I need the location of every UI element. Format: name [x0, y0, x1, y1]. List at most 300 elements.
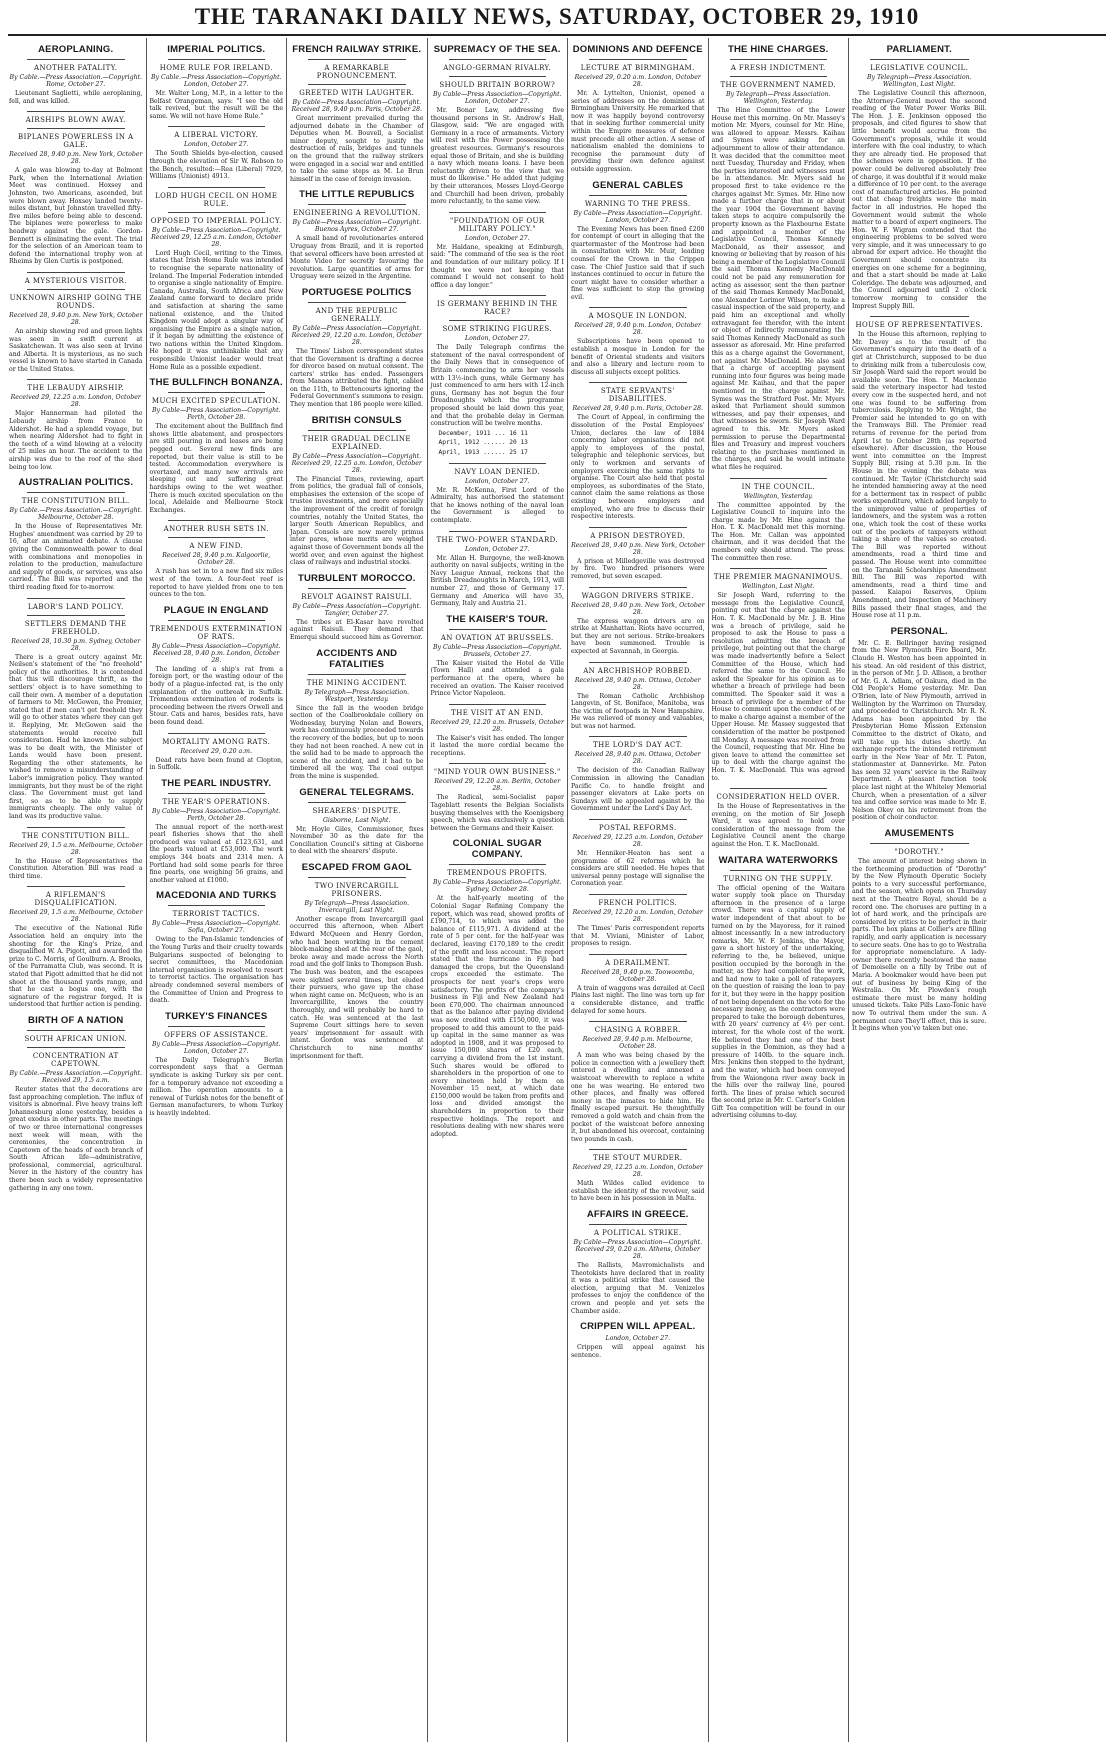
article-body: The Rallists, Mavromichalists and Theotokists have declared that in reality it was a political strike that caused the election, arguing that M. Venizelos professes to enjoy the confidence of the crown and people and yet sets the Chamber aside.: [571, 1262, 705, 1315]
article-subheading: THEIR GRADUAL DECLINE EXPLAINED.: [302, 434, 411, 451]
divider: [168, 733, 266, 734]
article-dateline: By Telegraph—Press Association. Invercargill, Last Night.: [304, 899, 410, 914]
article-subheading: POSTAL REFORMS.: [598, 824, 677, 833]
article-body: The Radical, semi-Socialist paper Tageblatt resents the Belgian Socialists busying themselves with the Koenigsberg speech, which was exclusively a question between the Germans and their Kaiser.: [430, 794, 564, 832]
article-body: There is a great outcry against Mr. Neilsen's statement of the "no freehold" policy of the authorities. It is contended that this will discourage thrift, as the settlers' object is to have something to call their own. A member of a deputation of farmers to Mr. McGowen, the Premier, stated that if men can't get freehold they will go to other states where they can get it. Replying, Mr. McGowen said the statements would receive full consideration. Had he known the subject was to be dealt with, the Minister of Lands would have been present. Regarding the other statements, he wished to remove a misunderstanding of Labor's immigration policy. They wanted immigrants, but they must be of the right class. The Government must get land first, so as to be able to supply immigrants cheaply. The only value of land was its productive value.: [9, 653, 143, 821]
article-body: The Hine Committee of the Lower House met this morning. On Mr. Massey's motion Mr. Myers, counsel for Mr. Hine, was allowed to appear. Messrs. Kaihau and Symes were asking for an adjournment to allow of their attendance. It was decided that the committee meet next Tuesday, Thursday and Friday, when the parties interested and witnesses must be in attendance. Mr. Myers said he proposed first to take evidence re the charges against Mr. Symes. Mr. Hine now made a further charge that in or about the year 1904 the Government having taken steps to acquire compulsorily the property known as the Flaxbourne Estate and appointed a member of the Legislative Council, Thomas Kennedy MacDonald, as their assessor, and knowing or believing that by reason of his being a member of the Legislative Council the said Thomas Kennedy MacDonald could not be paid any remuneration for acting as assessor, sent the then partner of the said Thomas Kennedy MacDonald, one Alexander Lorimer Wilson, to make a casual inspection of the said property, and paid him an exceptional and wholly extravagant fee therefor, with the intent or object of indirectly remunerating the said Thomas Kennedy MacDonald as such assessor as aforesaid. Mr. Hine preferred this as a charge against the Government, not against Mr. MacDonald. He also said that a charge of accepting payment running into four figures was being made against Mr. Kaihau, and that the paper mentioned in the charge against Mr. Symes was the Stratford Post. Mr. Myers asked that Parliament should summon witnesses, and pay their expenses, and that witnesses be sworn. Sir Joseph Ward agreed to this. Mr. Myers asked permission to peruse the Departmental files and Treasury and imprest vouchers relating to the purchases mentioned in the charges, and said he would intimate what files he required.: [711, 107, 845, 471]
article-headline: THE BULLFINCH BONANZA.: [149, 377, 283, 389]
article-headline: TURKEY'S FINANCES: [165, 1010, 268, 1022]
article-subheading: A POLITICAL STRIKE.: [593, 1229, 682, 1238]
article-dateline: Received 28, 9.40 p.m. Paris, October 28.: [572, 405, 704, 413]
divider: [168, 212, 266, 213]
article: [9, 44, 143, 105]
divider: [589, 1224, 687, 1225]
article-body: The excitement about the Bullfinch find shows little abatement, and prospectors are still pouring in and leases are being pegged out. Several new finds are reported, but their value is still to be tested. Accommodation everywhere is overtaxed, and many new arrivals are sleeping out and suffering great hardships owing to the wet weather. There is much excited speculation on the local, Adelaide and Melbourne Stock Exchanges.: [149, 423, 283, 514]
article-dateline: Received 28, 9.40 p.m. Melbourne, October 28.: [582, 1036, 693, 1051]
article-subheading: SOUTH AFRICAN UNION.: [24, 1034, 128, 1043]
article-body: The Court of Appeal, in confirming the dissolution of the Postal Employees' Union, declares the law of 1884 concerning labor organisations did not apply to employees of the postal, telegraphic and telephonic services, but only to workmen and servants of employers exercising the same rights to organise. The Court also held that postal employees, as subordinates of the State, cannot claim the same relations as those existing between employers and employed, who are free to discuss their respective interests.: [571, 414, 705, 521]
article-headline: TURBULENT MOROCCO.: [297, 572, 416, 584]
divider: [27, 272, 125, 273]
article: [712, 568, 846, 782]
article: [571, 44, 705, 174]
article-body: In the House of Representatives in the evening, on the motion of Sir Joseph Ward, it was agreed to hold over consideration of the message from the Legislative Council anent the charge against the Hon. T. K. MacDonald.: [711, 803, 845, 849]
article-headline: PORTUGESE POLITICS: [301, 286, 412, 298]
article-headline: ESCAPED FROM GAOL: [301, 861, 412, 873]
divider: [308, 59, 406, 60]
article: [290, 648, 424, 781]
column-4: [428, 38, 569, 1742]
article-subheading: THE CONSTITUTION BILL.: [21, 831, 130, 840]
article-body: Dead rats have been found at Clopton, in Suffolk.: [149, 756, 283, 772]
article: [431, 838, 565, 1138]
article: [571, 527, 705, 581]
divider: [308, 588, 406, 589]
article-body: Crippen will appeal against his sentence.: [571, 1344, 705, 1359]
article-headline: IMPERIAL POLITICS.: [167, 44, 266, 55]
article-body: Great merriment prevailed during the adjourned debate in the Chamber of Deputies when M. Bouvell, a Socialist minor deputy, sought to justify the destruction of rails, bridges and tunnels on the ground that the railway strikers were engaged in a social war and entitled to take the same steps as M. Le Brun himself in the case of foreign invasion.: [290, 115, 424, 183]
divider: [168, 392, 266, 393]
divider: [449, 76, 547, 77]
divider: [589, 1021, 687, 1022]
column-6: [709, 38, 850, 1742]
divider: [730, 568, 828, 569]
article-dateline: Received 28, 9.40 p.m. Ottawa, October 28.: [574, 751, 701, 766]
article-body: Mr. R. McKenna, First Lord of the Admiralty, has authorised the statement that he knows nothing of the naval loan the Government is alleged to contemplate.: [430, 486, 564, 524]
article-dateline: Received 29, 1.5 a.m. Melbourne, October 28.: [9, 909, 143, 924]
article-subheading: A PRISON DESTROYED.: [590, 531, 686, 540]
article-body: The decision of the Canadian Railway Commission in allowing the Canadian Pacific Co. to handle freight and passenger elevators at Lake ports on Sundays will be appealed against by the Government under the Lord's Day Act.: [571, 767, 705, 813]
article-subheading: THE CONSTITUTION BILL.: [21, 497, 130, 506]
article-body: Math Wildes called evidence to establish the identity of the revolver, said to have been in his possession in Malta.: [571, 1180, 705, 1203]
article-subheading: AN OVATION AT BRUSSELS.: [440, 633, 554, 642]
article: [150, 377, 284, 514]
article-dateline: Received 29, 1.5 a.m. Melbourne, October 28.: [9, 841, 143, 856]
article-headline: WAITARA WATERWORKS: [718, 854, 838, 866]
article-dateline: Received 28, 9.40 p.m. London, October 28.: [574, 322, 702, 337]
table-row: April, 1912 ...... 20 13: [438, 439, 528, 447]
article-dateline: By Telegraph—Press Association. Westport, Yesterday.: [304, 688, 410, 703]
article: [431, 295, 565, 456]
article-headline: FRENCH RAILWAY STRIKE.: [292, 44, 422, 55]
article-dateline: Received 29, 12.20 a.m. Berlin, October 28.: [434, 778, 561, 793]
divider: [168, 1026, 266, 1027]
article-body: The landing of a ship's rat from a foreign port, or the wasting odour of the body of a plague-infected rat, is the only explanation of the outbreak in Suffolk. Tremendous extermination of rodents is proceeding between the rivers Orwell and Stour. Cats and hares, besides rats, have been found dead.: [149, 665, 283, 726]
divider: [27, 827, 125, 828]
masthead: [0, 0, 1114, 34]
article-subheading: TERRORIST TACTICS.: [172, 910, 260, 919]
article-body: Subscriptions have been opened to establish a mosque in London for the benefit of Oriental students and visitors and also a library and lecture room to discuss all subjects except politics.: [571, 338, 705, 376]
article-subheading: THE LEBAUDY AIRSHIP.: [27, 384, 125, 393]
article: [431, 44, 565, 206]
article-subheading: ANOTHER FATALITY.: [34, 64, 118, 72]
article-subheading: ANGLO-GERMAN RIVALRY.: [443, 64, 552, 72]
article-dateline: Received 29, 0.20 a.m. London, October 28.: [574, 74, 701, 88]
article-headline: BRITISH CONSULS: [311, 414, 402, 426]
article-headline: AUSTRALIAN POLITICS.: [18, 477, 134, 489]
article-body: A train of waggons was derailed at Cecil Plains last night. The line was torn up for a considerable distance, and traffic delayed for some hours.: [571, 984, 705, 1015]
article-subheading: "FOUNDATION OF OUR MILITARY POLICY.": [449, 216, 545, 233]
article: [431, 763, 565, 832]
article-body: The Daily Telegraph confirms the statement of the naval correspondent of the Daily News that in consequence of Britain commencing to arm her vessels with 13½-inch guns, while Germany has just commenced to arm hers with 12-inch guns, Germany has not begun the four Dreadnoughts which the programme proposed should be laid down this year, and that the probable delay in German construction will be twelve months.: [430, 344, 564, 428]
article-headline: THE PEARL INDUSTRY.: [161, 777, 272, 789]
divider: [589, 382, 687, 383]
article-headline: DOMINIONS AND DEFENCE: [572, 44, 703, 55]
divider: [27, 492, 125, 493]
article: [571, 954, 705, 1015]
article-body: An airship showing red and green lights was seen in a swift current at Saskatchewan. It was also seen at Irvine and Alberta. It is mysterious, as no such vessel is known to have started in Canada or the United States.: [9, 327, 143, 373]
article-subheading: SETTLERS DEMAND THE FREEHOLD.: [24, 619, 127, 636]
article-dateline: Received 28, 10.30 p.m. Sydney, October 28.: [11, 637, 141, 652]
article-dateline: Received 29, 0.20 a.m.: [180, 747, 253, 755]
article-body: Mr. Haldane, speaking at Edinburgh, said: "The command of the sea is the root and foundation of our military policy. If I thought we were not keeping that command I would not consent to hold office a day longer.": [430, 243, 564, 289]
article-body: At the half-yearly meeting of the Colonial Sugar Refining Company the report, which was read, showed profits of £190,714, to which was added the balance of £115,971. A dividend at the rate of 5 per cent. for the half-year was declared, leaving £170,189 to the credit of the profit and loss account. The report stated that the hurricane in Fiji had damaged the crops, but the Queensland crops exceeded the estimate. The prospects for next year's crops were satisfactory. The profits of the company's business in Fiji and New Zealand had been £70,000. The chairman announced that as the balance after paying dividend was now credited with £150,000, it was proposed to add this amount to the paid-up capital in the same manner as was adopted in 1908, and it was proposed to issue 150,000 shares of £20 each, carrying a dividend from the 1st instant. Such shares would be offered to shareholders in the proportion of one to every nineteen held by them on November 15 next, at which date £150,000 would be taken from profits and loss and divided amongst the shareholders in proportion to their respective holdings. The report and resolutions dealing with new shares were adopted.: [430, 895, 564, 1138]
article-dateline: By Cable.—Press Association.—Copyright. Received 29, 1.5 a.m.: [9, 1069, 143, 1084]
article-subheading: ANOTHER RUSH SETS IN.: [163, 525, 269, 534]
article-body: The Kaiser visited the Hotel de Ville (Town Hall) and attended a gala performance at the opera, where he received an ovation. The Kaiser received Prince Victor Napoleon.: [430, 659, 564, 698]
article: [150, 890, 284, 1004]
divider: [27, 1030, 125, 1031]
divider: [730, 76, 828, 77]
article: [150, 44, 284, 120]
article-body: In the House this afternoon, replying to Mr. Davey as to the result of the Government's enquiry into the death of a girl at Christchurch, supposed to be due to drinking milk from a tuberculosis cow, Sir Joseph Ward said the report would be available soon. The Hon. T. Mackenzie said the veterinary inspector had tested every cow in the suspected herd, and not one was found to be suffering from tuberculosis. Replying to Mr. Wright, the Premier said he intended to go on with the Tramways Bill. The Premier read returns of revenue for the period from April 1st to October 28th (as reported elsewhere). After discussion, the House went into committee on the Imprest Supply Bill, rising at 5.30 p.m. In the House in the evening the debate was continued. Mr. Taylor (Christchurch) said he intended hammering away at the need for a betterment tax in respect of public works expenditure, which added largely to the unimproved value of properties of landowners, and the system was a rotten one, which took the cost of these works out of the pockets of taxpayers without taking a share of the values so created. The Bill was reported without amendments, read a third time and passed. The House went into committee on the Taranaki Scholarships Amendment Bill. The Bill was reported with amendments, read a third time and passed. Kaiapoi Reserves, Opium Amendment, and Inspection of Machinery Bills passed their final stages, and the House rose at 11 p.m.: [852, 331, 987, 620]
article-dateline: By Cable—Press Association—Copyright. Received 29, 12.25 a.m. London, October 28.: [151, 226, 282, 248]
article-subheading: THE PREMIER MAGNANIMOUS.: [713, 573, 843, 582]
divider: [589, 1149, 687, 1150]
article-subheading: LABOR'S LAND POLICY.: [27, 602, 124, 611]
article-headline: COLONIAL SUGAR COMPANY.: [452, 838, 542, 861]
masthead-title: THE TARANAKI DAILY NEWS, SATURDAY, OCTOBER 29, 1910: [194, 4, 920, 29]
article-body: Sir Joseph Ward, referring to the message from the Legislative Council, pointing out that the charge against the Hon. T. K. MacDonald by Mr. J. B. Hine was a breach of privilege, said he proposed to ask the House to pass a resolution admitting the breach of privilege, but pointing out that the charge was made inadvertently before a Select Committee of the House, which had referred the same to the Council. He asked the Speaker for his opinion as to whether a breach of privilege had been committed. The Speaker said it was a breach of privilege for a member of the House to comment upon the conduct of or to make a charge against a member of the Upper House. Mr. Massey suggested that consideration of the matter be postponed till Monday. A message was received from the Council, requesting that Mr. Hine be given leave to attend the committee set up to deal with the charge against the Hon. T. K. MacDonald. This was agreed to.: [711, 592, 845, 782]
divider: [308, 430, 406, 431]
article-headline: AFFAIRS IN GREECE.: [586, 1209, 689, 1221]
article-subheading: LEGISLATIVE COUNCIL.: [870, 64, 969, 72]
article-body: Since the fall in the wooden bridge section of the Coalbrookdale colliery on Wednesday, burying Nolan and Bowers, work has continuously proceeded towards the recovery of the bodies, but up to noon they had not been reached. A new cut in the solid had to be made to approach the scene of the accident, and it had to be timbered all the way. The coal output from the mine is suspended.: [290, 704, 424, 780]
article-body: Another escape from Invercargill gaol occurred this afternoon, when Albert Edward McQueen and Henry Gordon, who had been working in the cement block-making shed at the rear of the gaol, broke away and made across the North road and the golf links to Thompson Bush. The bush was beaten, and the escapees were sighted several times, but eluded their pursuers, who gave up the chase when night came on. McQueen, who is an Invercargillite, knows the country thoroughly, and will probably be hard to catch. He was sentenced at the last Supreme Court sittings here to seven years' imprisonment for assault with intent. Gordon was sentenced at Christchurch to nine months' imprisonment for theft.: [290, 915, 424, 1060]
article: [712, 478, 846, 563]
article-subheading: LORD HUGH CECIL ON HOME RULE.: [155, 191, 278, 208]
article-subheading: AN ARCHBISHOP ROBBED.: [583, 666, 693, 675]
article-dateline: Received 28, 9.40 p.m. New York, October 28.: [9, 151, 143, 166]
article-body: A small band of revolutionaries entered Uruguay from Brazil, and it is reported that several officers have been arrested at Monte Video for secretly favouring the revolution. Large quantities of arms for Uruguay were seized in the Argentine.: [290, 235, 424, 281]
article-body: Owing to the Pan-Islamic tendencies of the Young Turks and their cruelty towards Bulgarians suspected of belonging to secret committees, the Macedonian internal organisation is resolved to resort to terrorist tactics. The organisation has already condemned several members of the Committee of Union and Progress to death.: [149, 936, 283, 1005]
article-dateline: By Cable—Press Association—Copyright. Received 28, 9.40 p.m. Paris, October 28.: [291, 99, 423, 113]
article: [290, 189, 424, 281]
article-subheading: THE YEAR'S OPERATIONS.: [162, 797, 270, 806]
article-subheading: THE GOVERNMENT NAMED.: [720, 81, 837, 89]
divider: [589, 662, 687, 663]
article-subheading: SHEARERS' DISPUTE.: [312, 806, 402, 815]
article-subheading: THE TWO-POWER STANDARD.: [436, 535, 559, 544]
divider: [449, 320, 547, 321]
article-dateline: By Cable—Press Association—Copyright. London, October 27.: [573, 209, 703, 224]
article: [571, 587, 705, 656]
article: [852, 828, 987, 1033]
divider: [449, 864, 547, 865]
divider: [589, 819, 687, 820]
divider: [168, 905, 266, 906]
divider: [308, 877, 406, 878]
article-subheading: A LIBERAL VICTORY.: [174, 131, 259, 140]
article-body: Lieutenant Saglietti, while aeroplaning, fell, and was killed.: [9, 90, 143, 105]
article-subheading: BIPLANES POWERLESS IN A GALE.: [18, 133, 134, 150]
article-subheading: IS GERMANY BEHIND IN THE RACE?: [436, 300, 558, 317]
article-dateline: Received 29, 12.20 a.m. London, October 28.: [572, 909, 703, 923]
article-body: A rush has set in to a new find six miles west of the town. A four-feet reef is reported to have yielded from one to ten ounces to the ton.: [149, 568, 283, 599]
article-subheading: A DERAILMENT.: [605, 958, 671, 967]
article-dateline: By Telegraph—Press Association. Wellington, Yesterday.: [725, 91, 831, 105]
article: [290, 44, 424, 183]
article-subheading: STATE SERVANTS' DISABILITIES.: [600, 387, 675, 404]
article-dateline: Received 28, 9.40 p.m. New York, October 28.: [571, 601, 705, 616]
article-subheading: "DOROTHY.": [894, 848, 945, 857]
article-dateline: Received 29, 12.20 a.m. Brussels, October 28.: [430, 718, 564, 733]
column-7: [849, 38, 990, 1742]
article-subheading: HOUSE OF REPRESENTATIVES.: [855, 321, 984, 330]
article-dateline: Wellington, Yesterday.: [743, 492, 813, 500]
article-body: Mr. Hoyle Giles, Commissioner, fixes November 30 as the date for the Conciliation Council's sitting at Gisborne to deal with the shearers' dispute.: [290, 825, 424, 856]
article-dateline: Received 28, 9.40 p.m. Toowoomba, October 28.: [581, 968, 695, 983]
article-body: The Roman Catholic Archbishop Langevin, of St. Boniface, Manitoba, was the victim of footpads in New Hampshire. He was relieved of money and valuables, but was not harmed.: [571, 692, 705, 730]
divider: [449, 629, 547, 630]
column-1: [6, 38, 147, 1742]
article-dateline: By Cable.—Press Association—Copyright. London, October 27.: [150, 74, 282, 88]
article-dateline: By Cable—Press Association—Copyright. Received 29, 12.20 a.m. London, October 28.: [291, 324, 422, 346]
article-dateline: By Cable.—Press Association.—Copyright. Rome, October 27.: [9, 74, 143, 88]
divider: [308, 84, 406, 85]
article-body: The South Shields bye-election, caused through the elevation of Sir W. Robson to the Bench, resulted:—Rea (Liberal) 7929, Williams (Unionist) 4913.: [149, 150, 283, 181]
article: [150, 187, 284, 372]
article-dateline: By Telegraph—Press Association. Wellington, Last Night.: [866, 74, 972, 88]
article: [571, 894, 705, 948]
article-dateline: By Cable—Press Association—Copyright. Received 29, 12.25 a.m. London, October 28.: [291, 452, 422, 474]
article: [571, 307, 705, 376]
article-body: A gale was blowing to-day at Belmont Park, when the International Aviation Meet was continued. Hoxsey and Johnston, two Americans, ascended, but were blown away. Hoxsey landed twenty-miles distant, but Johnston travelled fifty-five miles before being able to descend. The biplanes were powerless to make headway against the gale. Gordon-Bennett is eliminating the event. The trial for the selection of an American team to defend the international trophy won at Rheims by Glen Curtis is postponed.: [9, 167, 143, 266]
article-subheading: AND THE REPUBLIC GENERALLY.: [315, 306, 398, 323]
article-dateline: Received 28, 9.40 p.m. Kalgoorlie, October 28.: [162, 552, 271, 567]
article: [852, 626, 987, 822]
article: [9, 1015, 143, 1192]
article-headline: MACEDONIA AND TURKS: [156, 890, 277, 902]
article: [571, 736, 705, 813]
article: [431, 463, 565, 525]
article-headline: ACCIDENTS AND FATALITIES: [316, 647, 398, 670]
article-subheading: LECTURE AT BIRMINGHAM.: [580, 64, 695, 72]
article-dateline: By Cable—Press Association—Copyright. Perth, October 28.: [151, 407, 281, 422]
article-subheading: HOME RULE FOR IRELAND.: [159, 64, 273, 72]
article: [9, 827, 143, 881]
divider: [589, 587, 687, 588]
divider: [730, 788, 828, 789]
article-dateline: By Cable—Press Association—Copyright. Received 29, 0.20 a.m. Athens, October 28.: [573, 1239, 703, 1261]
article: [9, 886, 143, 1009]
article: [571, 819, 705, 888]
article: [290, 287, 424, 409]
table-row: April, 1913 ...... 25 17: [438, 449, 528, 456]
article-dateline: By Cable—Press Association—Copyright. Brussels, October 27.: [432, 643, 562, 658]
article-headline: CRIPPEN WILL APPEAL.: [580, 1321, 696, 1333]
article-subheading: CHASING A ROBBER.: [594, 1026, 681, 1035]
article-dateline: Received 28, 9.40 p.m. New York, October 28.: [9, 311, 143, 326]
article-body: Major Hannerman had piloted the Lebaudy airship from France to Aldershot. He had a splendid voyage, but when nearing Aldershot had to fight in the teeth of a wind blowing at a velocity of 25 miles an hour. The accident to the airship was due to the roof of the shed being too low.: [9, 410, 143, 471]
divider: [168, 620, 266, 621]
article-subheading: "MIND YOUR OWN BUSINESS.": [433, 768, 561, 777]
article: [571, 382, 705, 520]
divider: [168, 187, 266, 188]
divider: [730, 870, 828, 871]
article-body: Mr. C. E. Bellringer having resigned from the New Plymouth Fire Board, Mr. Claude H. Weston has been appointed in his stead. An old resident of this district, in the person of Mr. J. D. Allison, a brother of Mr. G. A. Adlam, of Oakura, died in the Old People's Home yesterday. Mr. Dan O'Brien, late of New Plymouth, arrived in Wellington by the Warrimoo on Thursday, and proceeded to Christchurch. Mr. R. N. Adams has been appointed by the Presbyterian Home Mission Extension Committee to the district of Okato, and will take up his duties shortly. An exchange reports the intended retirement early in the New Year of Mr. T. Paton, stationmaster at Dannevirke. Mr. Paton has seen 32 years' service in the Railway Department. A pleasant function took place last night at the Whiteley Memorial Church, when a presentation of a silver tea and coffee service was made to Mr. E. Nelson Okey on his retirement from the position of choir conductor.: [852, 639, 987, 822]
article: [571, 1021, 705, 1143]
article-body: Mr. Allan H. Burgoyne, the well-known authority on naval subjects, writing in the Navy League Annual, reckons that the British Dreadnoughts in March, 1913, will number 27, and those of Germany 17. Germany and America will have 35, Germany, Italy and Austria 21.: [430, 554, 564, 608]
divider: [589, 527, 687, 528]
article-headline: THE LITTLE REPUBLICS: [299, 189, 415, 201]
divider: [589, 307, 687, 308]
divider: [27, 1047, 125, 1048]
divider: [449, 212, 547, 213]
article-subheading: NAVY LOAN DENIED.: [454, 467, 541, 476]
article-subheading: CONCENTRATION AT CAPETOWN.: [32, 1051, 119, 1068]
article-headline: PERSONAL.: [890, 625, 948, 637]
divider: [449, 704, 547, 705]
article: [431, 212, 565, 290]
article-body: The express waggon drivers are on strike at Manhattan. Riots have occurred, but they are not serious. Strike-breakers have been summoned. Trouble is expected at Savannah, in Georgia.: [571, 617, 705, 655]
article-subheading: A NEW FIND.: [189, 542, 244, 551]
divider: [589, 195, 687, 196]
article-dateline: London, October 27.: [183, 141, 249, 149]
article-body: Mr. Henniker-Heaton has sent a programme of 62 reforms which he considers are still needed. He hopes that universal penny postage will signalise the Coronation year.: [571, 850, 705, 888]
article-body: Mr. A. Lyttelton, Unionist, opened a series of addresses on the dominions at Birmingham University. He remarked that now it was happily beyond controversy that in seeking further commercial unity within the Empire measures of defence must precede all other action. A sense of nationalism enabled the dominions to recognise the paramount duty of providing their own defence against outside aggression.: [571, 90, 705, 173]
article-body: The Times' Paris correspondent reports that M. Viviani, Minister of Labor, proposes to resign.: [571, 925, 705, 948]
article-body: The Legislative Council this afternoon, the Attorney-General moved the second reading of the Water Power Works Bill. The Hon. J. E. Jenkinson opposed the proposals, and cited figures to show that little benefit would accrue from the Government's proposals, while it would interfere with the coal industry, to which they are already tied. He proposed that the schemes were in opposition. If the power could be delivered absolutely free of charge, it was doubtful if it would make a difference of 10 per cent. to the average cost of manufactured articles. He pointed out that cheap freights were the main factor in all industries. He hoped the Government would submit the whole matter to a board of expert engineers. The Hon. W. F. Wigram contended that the engineering problems to be solved were very simple, and it was unnecessary to go abroad for expert advice. He thought the Government should concentrate its energies on one scheme for a beginning, and that a start should be made at Lake Coleridge. The debate was adjourned, and the Council adjourned until 2 o'clock tomorrow morning to consider the Imprest Supply Bill.: [852, 90, 987, 310]
article-body: Reuter states that the decorations are fast approaching completion. The influx of visitors is abnormal. Five heavy trains left Johannesburg alone yesterday, besides a great exodus in other parts. The meetings of two or three international congresses next week will mean, with the ceremonies, the concentration in Capetown of the heads of each branch of South African life—administrative, professional, commercial, agricultural. Never in the history of the country has there been such a widely representative gathering in any one town.: [9, 1085, 143, 1192]
article: [9, 111, 143, 266]
article-subheading: WAGGON DRIVERS STRIKE.: [581, 591, 694, 600]
article-body: Lord Hugh Cecil, writing to the Times, states that Irish Home Rule was intended to recognise the separate nationality of Ireland. The Imperial Federation intended to organise a single nationality of Empire. Canada, Australia, South Africa and New Zealand came forward to declare pride and satisfaction at sharing the same national existence, and the United Kingdom would adopt a singular way of organising the Empire as a single nation, if it began by admitting the existence of two nations within the United Kingdom. He hoped it was unthinkable that any responsible Unionist leader would treat Home Rule as a possible expedient.: [149, 249, 283, 371]
article-subheading: OFFERS OF ASSISTANCE.: [164, 1030, 269, 1039]
article-headline: AMUSEMENTS: [884, 828, 955, 840]
article-dateline: By Cable—Press Association—Copyright. London, October 27.: [432, 91, 562, 105]
divider: [168, 126, 266, 127]
article: [290, 862, 424, 1060]
article: [712, 855, 846, 1120]
divider: [27, 128, 125, 129]
article-subheading: SHOULD BRITAIN BORROW?: [439, 81, 556, 89]
article-subheading: A REMARKABLE PRONOUNCEMENT.: [316, 64, 397, 80]
divider: [27, 598, 125, 599]
article-body: The Times' Lisbon correspondent states that the Government is drafting a decree for divorce based on mutual consent. The carters' strike has ended. Passengers from Manaos attributed the fight, cabled on the 11th, to Bettencourts ignoring the Federal Government's summons to resign. They mention that 186 people were killed.: [290, 347, 424, 409]
article-subheading: A MOSQUE IN LONDON.: [588, 312, 687, 321]
article-body: The Kaiser's visit has ended. The longer it lasted the more cordial became the receptions.: [430, 734, 564, 757]
divider: [308, 204, 406, 205]
article-body: The amount of interest being shown in the forthcoming production of "Dorothy" by the New Plymouth Operatic Society points to a very successful performance, and the season, which opens on Thursday next at the Theatre Royal, should be a record one. The choruses are putting in a lot of hard work, and the principals are considered by critics to be perfect in their parts. The box plans at Collier's are filling rapidly, and early application is necessary to secure seats. One has to go to Westralia for appropriate nomenclature. A lady-owner there recently bestowed the name of Demoiselle on a filly by Tribe out of Maria. A bookmaker would have been put out of business by being King of the Westralia. On Mr. Plowden's rough estimate there must be many holding unused tickets. Take Pills Laxo-Tonic have now To outrival them under the sun. A permanent cure They'll effect, this is sure. It begins when you've taken but one.: [852, 858, 987, 1033]
article-subheading: ENGINEERING A REVOLUTION.: [293, 209, 421, 218]
article-dateline: By Cable—Press Association—Copyright. Tangier, October 27.: [292, 602, 422, 617]
article-subheading: THE VISIT AT AN END.: [451, 708, 544, 717]
article-headline: AEROPLANING.: [38, 44, 114, 55]
article: [571, 662, 705, 731]
article-dateline: By Cable—Press Association—Copyright. Sofia, October 27.: [151, 920, 281, 935]
article-subheading: A MYSTERIOUS VISITOR.: [24, 276, 127, 285]
article-subheading: OPPOSED TO IMPERIAL POLICY.: [150, 216, 282, 225]
article-dateline: Wellington, Last Night.: [741, 583, 815, 591]
divider: [27, 886, 125, 887]
article-dateline: By Cable—Press Association—Copyright. Sydney, October 28.: [432, 879, 562, 894]
article-subheading: UNKNOWN AIRSHIP GOING THE ROUNDS.: [9, 293, 142, 310]
article: [9, 272, 143, 374]
article-subheading: MUCH EXCITED SPECULATION.: [151, 397, 281, 406]
column-2: [147, 38, 288, 1742]
article-body: Mr. Bonar Law, addressing five thousand persons in St. Andrew's Hall, Glasgow, said: "We are engaged with Germany in a race of armaments. Victory will rest with the Power possessing the greatest resources. Germany's resources equal those of Britain, and she is building a navy which means loans. I have been reluctantly driven to the view that we must do likewise." He added that judging by their utterances, Messrs Lloyd-George and Churchill had been driven, probably more reluctantly, to the same view.: [430, 107, 564, 206]
article: [150, 778, 284, 885]
divider: [730, 478, 828, 479]
article-subheading: THE STOUT MURDER.: [593, 1154, 683, 1163]
divider: [27, 615, 125, 616]
divider: [308, 302, 406, 303]
divider: [27, 111, 125, 112]
masthead-rule: [8, 34, 1106, 36]
divider: [27, 379, 125, 380]
article-body: The tribes at El-Kasar have revolted against Raisuli. They demand that Emerqui should succeed him as Governor.: [290, 618, 424, 641]
article: [150, 733, 284, 772]
article-subheading: WARNING TO THE PRESS.: [584, 199, 691, 208]
article-dateline: London, October 27.: [464, 335, 530, 343]
divider: [449, 463, 547, 464]
divider: [27, 59, 125, 60]
article-headline: THE KAISER'S TOUR.: [446, 613, 549, 625]
article-subheading: THE MINING ACCIDENT.: [306, 678, 407, 687]
article-subheading: A RIFLEMAN'S DISQUALIFICATION.: [34, 891, 118, 908]
article: [290, 415, 424, 567]
article: [571, 1321, 705, 1359]
table-row: December, 1911 ... 16 11: [438, 429, 528, 437]
article-dateline: Received 29, 12.25 a.m. London, October 28.: [10, 394, 141, 409]
article-subheading: THE LORD'S DAY ACT.: [593, 741, 683, 750]
divider: [168, 793, 266, 794]
article: [852, 44, 987, 310]
divider: [449, 295, 547, 296]
article-body: The official opening of the Waitara water supply took place on Thursday afternoon in the presence of a large crowd. There was a capital supply of water independent of that about to be turned on by the Mayoress, for it rained almost incessantly. In a new introductory remarks, Mr. W. F. Jenkins, the Mayor, gave a short history of the undertaking, referring to the, he believed, unique position occupied by the borough in the matter, as they had completed the work, and had now to take a poll of ratepayers on the question of raising the loan to pay for it, but they were in the happy position of not being dependent on the vote for the necessary money, as the contractors were prepared to take the borough debentures, with 20 years' currency at 4½ per cent. interest, for the whole cost of the work. He believed they had one of the best supplies in the Dominion, as they had a pressure of 140lb. to the square inch. Mrs. Jenkins then stepped to the hydrant, and the water, which had been conveyed from the Waiongona river away back in the hills over the railway line, poured forth. The lines of praise which secured the second prize in Mr. C. Carter's Golden Gift Tea competition will be found in our advertising columns to-day.: [711, 884, 845, 1120]
article-body: The Evening News has been fined £200 for contempt of court in alleging that the quartermaster of the Montrose had been in consultation with Mr. Muir, leading counsel for the Crown in the Crippen case. The Chief Justice said that if such instances continued to occur in future the court might have to consider whether a fine was sufficient to stop the growing evil.: [571, 225, 705, 301]
article-dateline: By Cable—Press Association—Copyright. Received 28, 9.40 p.m. London, October 28.: [151, 642, 281, 664]
divider: [589, 736, 687, 737]
article-subheading: CONSIDERATION HELD OVER.: [716, 793, 841, 802]
article-subheading: IN THE COUNCIL.: [741, 482, 815, 491]
article: [150, 605, 284, 727]
article: [290, 787, 424, 856]
article-headline: GENERAL CABLES: [592, 179, 684, 191]
article-subheading: REVOLT AGAINST RAISULI.: [301, 592, 413, 601]
article-dateline: Received 28, 9.40 p.m. Ottawa, October 28.: [574, 676, 701, 691]
column-5: [568, 38, 709, 1742]
article-body: The annual report of the north-west pearl fisheries shows that the shell produced was valued at £123,631, and the pearls valued at £53,000. The work employs 344 boats and 2314 men. A Portland had sold some pearls for three fine pearls, one weighing 56 grains, and another valued at £1000.: [149, 823, 283, 884]
article-dateline: Gisborne, Last Night.: [322, 816, 391, 824]
article-body: A man who was being chased by the police in connection with a jewellery theft entered a dwelling and annexed a waistcoat wherewith to replace a white one he was wearing. He entered two other places, and finally was offered money in the inmates to hide him. He finally escaped pursuit. He thoughtfully removed a gold watch and chain from the pocket of the waistcoat before annexing it, but abandoned his overcoat, containing two pounds in cash.: [571, 1052, 705, 1143]
divider: [449, 531, 547, 532]
divider: [870, 316, 969, 317]
article-dateline: Received 29, 12.25 a.m. London, October 28.: [572, 834, 703, 849]
article-headline: PLAGUE IN ENGLAND: [163, 604, 269, 616]
article: [712, 44, 846, 472]
divider: [27, 289, 125, 290]
article: [150, 1011, 284, 1118]
article-subheading: TREMENDOUS PROFITS.: [447, 869, 548, 878]
article-dateline: By Cable—Press Association—Copyright. Buenos Ayres, October 27.: [292, 219, 422, 234]
article-dateline: London, October 27.: [605, 1335, 671, 1343]
article-body: The executive of the National Rifle Association held an enquiry into the shooting for the King's Prize, and disqualified W. A. Pigott, and awarded the prize to C. Morris, of Goulburn. A. Brooks, of the Parramatta Club, was second. It is stated that Pigott admitted that he did not shoot at the thousand yards range, and that he cast a bogus one, with the signature of the registrar forged. It is understood that further action is pending.: [9, 925, 143, 1009]
article-dateline: London, October 27.: [464, 545, 530, 553]
article: [9, 379, 143, 471]
article: [9, 477, 143, 591]
article: [431, 614, 565, 698]
